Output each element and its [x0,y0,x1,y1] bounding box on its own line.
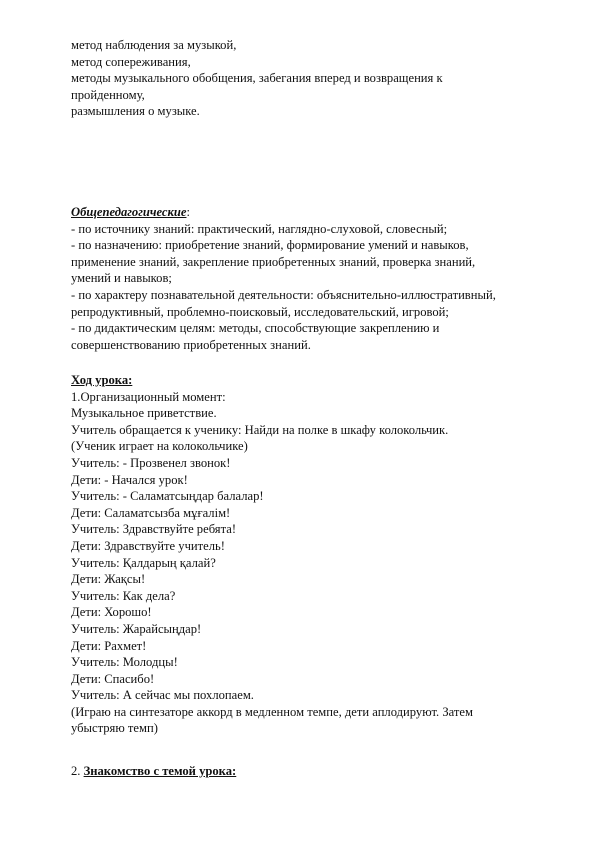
dialogue-line: Учитель: Молодцы! [71,655,178,670]
dialogue-line: Дети: - Начался урок! [71,472,188,487]
topic-intro-section [71,763,551,780]
section-heading [71,204,551,221]
paragraph-line: совершенствованию приобретенных знаний. [71,337,311,352]
paragraph-line: - по дидактическим целям: методы, способствующие закреплению и [71,321,440,336]
lesson-flow-heading: Ход урока: [71,373,133,387]
topic-intro-number: 2. [71,764,84,778]
dialogue-line: Дети: Саламатсызба мұғалім! [71,505,231,520]
paragraph-line: - по назначению: приобретение знаний, формирование умений и навыков, [71,238,469,253]
topic-intro-line [71,763,551,780]
general-pedagogical-section [71,204,551,353]
heading-colon: : [186,205,190,219]
methods-line: метод сопереживания, [71,54,191,69]
methods-line: методы музыкального обобщения, забегания вперед и возвращения к [71,71,443,86]
paragraph-line: - по источнику знаний: практический, наглядно-слуховой, словесный; [71,221,448,236]
dialogue-line: (Ученик играет на колокольчике) [71,439,248,454]
dialogue-line: Учитель: Здравствуйте ребята! [71,522,237,537]
dialogue-line: Учитель: А сейчас мы похлопаем. [71,688,254,703]
paragraph-line: репродуктивный, проблемно-поисковый, исследовательский, игровой; [71,304,449,319]
dialogue-line: Учитель: - Саламатсыңдар балалар! [71,489,264,504]
dialogue-line: Музыкальное приветствие. [71,406,217,421]
dialogue-line: Учитель: - Прозвенел звонок! [71,455,231,470]
dialogue-line: Дети: Хорошо! [71,605,152,620]
general-pedagogical-heading: Общепедагогические [71,205,187,219]
paragraph-line: применение знаний, закрепление приобретенных знаний, проверка знаний, [71,254,476,269]
lesson-flow-section [71,372,551,737]
methods-line: размышления о музыке. [71,104,200,119]
methods-list [71,37,551,120]
topic-intro-title: Знакомство с темой урока: [83,764,237,778]
dialogue-line: Учитель: Қалдарың қалай? [71,555,216,570]
dialogue-line: Учитель: Жарайсыңдар! [71,621,202,636]
dialogue-line: убыстряю темп) [71,721,158,736]
dialogue-line: Учитель обращается к ученику: Найди на полке в шкафу колокольчик. [71,422,449,437]
dialogue-line: 1.Организационный момент: [71,389,226,404]
paragraph-line: - по характеру познавательной деятельности: объяснительно-иллюстративный, [71,287,496,302]
methods-line: пройденному, [71,87,145,102]
dialogue-line: Дети: Здравствуйте учитель! [71,538,225,553]
dialogue-line: (Играю на синтезаторе аккорд в медленном темпе, дети аплодируют. Затем [71,704,473,719]
dialogue-line: Дети: Жақсы! [71,572,146,587]
paragraph-line: умений и навыков; [71,271,172,286]
methods-line: метод наблюдения за музыкой, [71,38,237,52]
dialogue-line: Дети: Спасибо! [71,671,155,686]
dialogue-line: Учитель: Как дела? [71,588,176,603]
dialogue-line: Дети: Рахмет! [71,638,147,653]
